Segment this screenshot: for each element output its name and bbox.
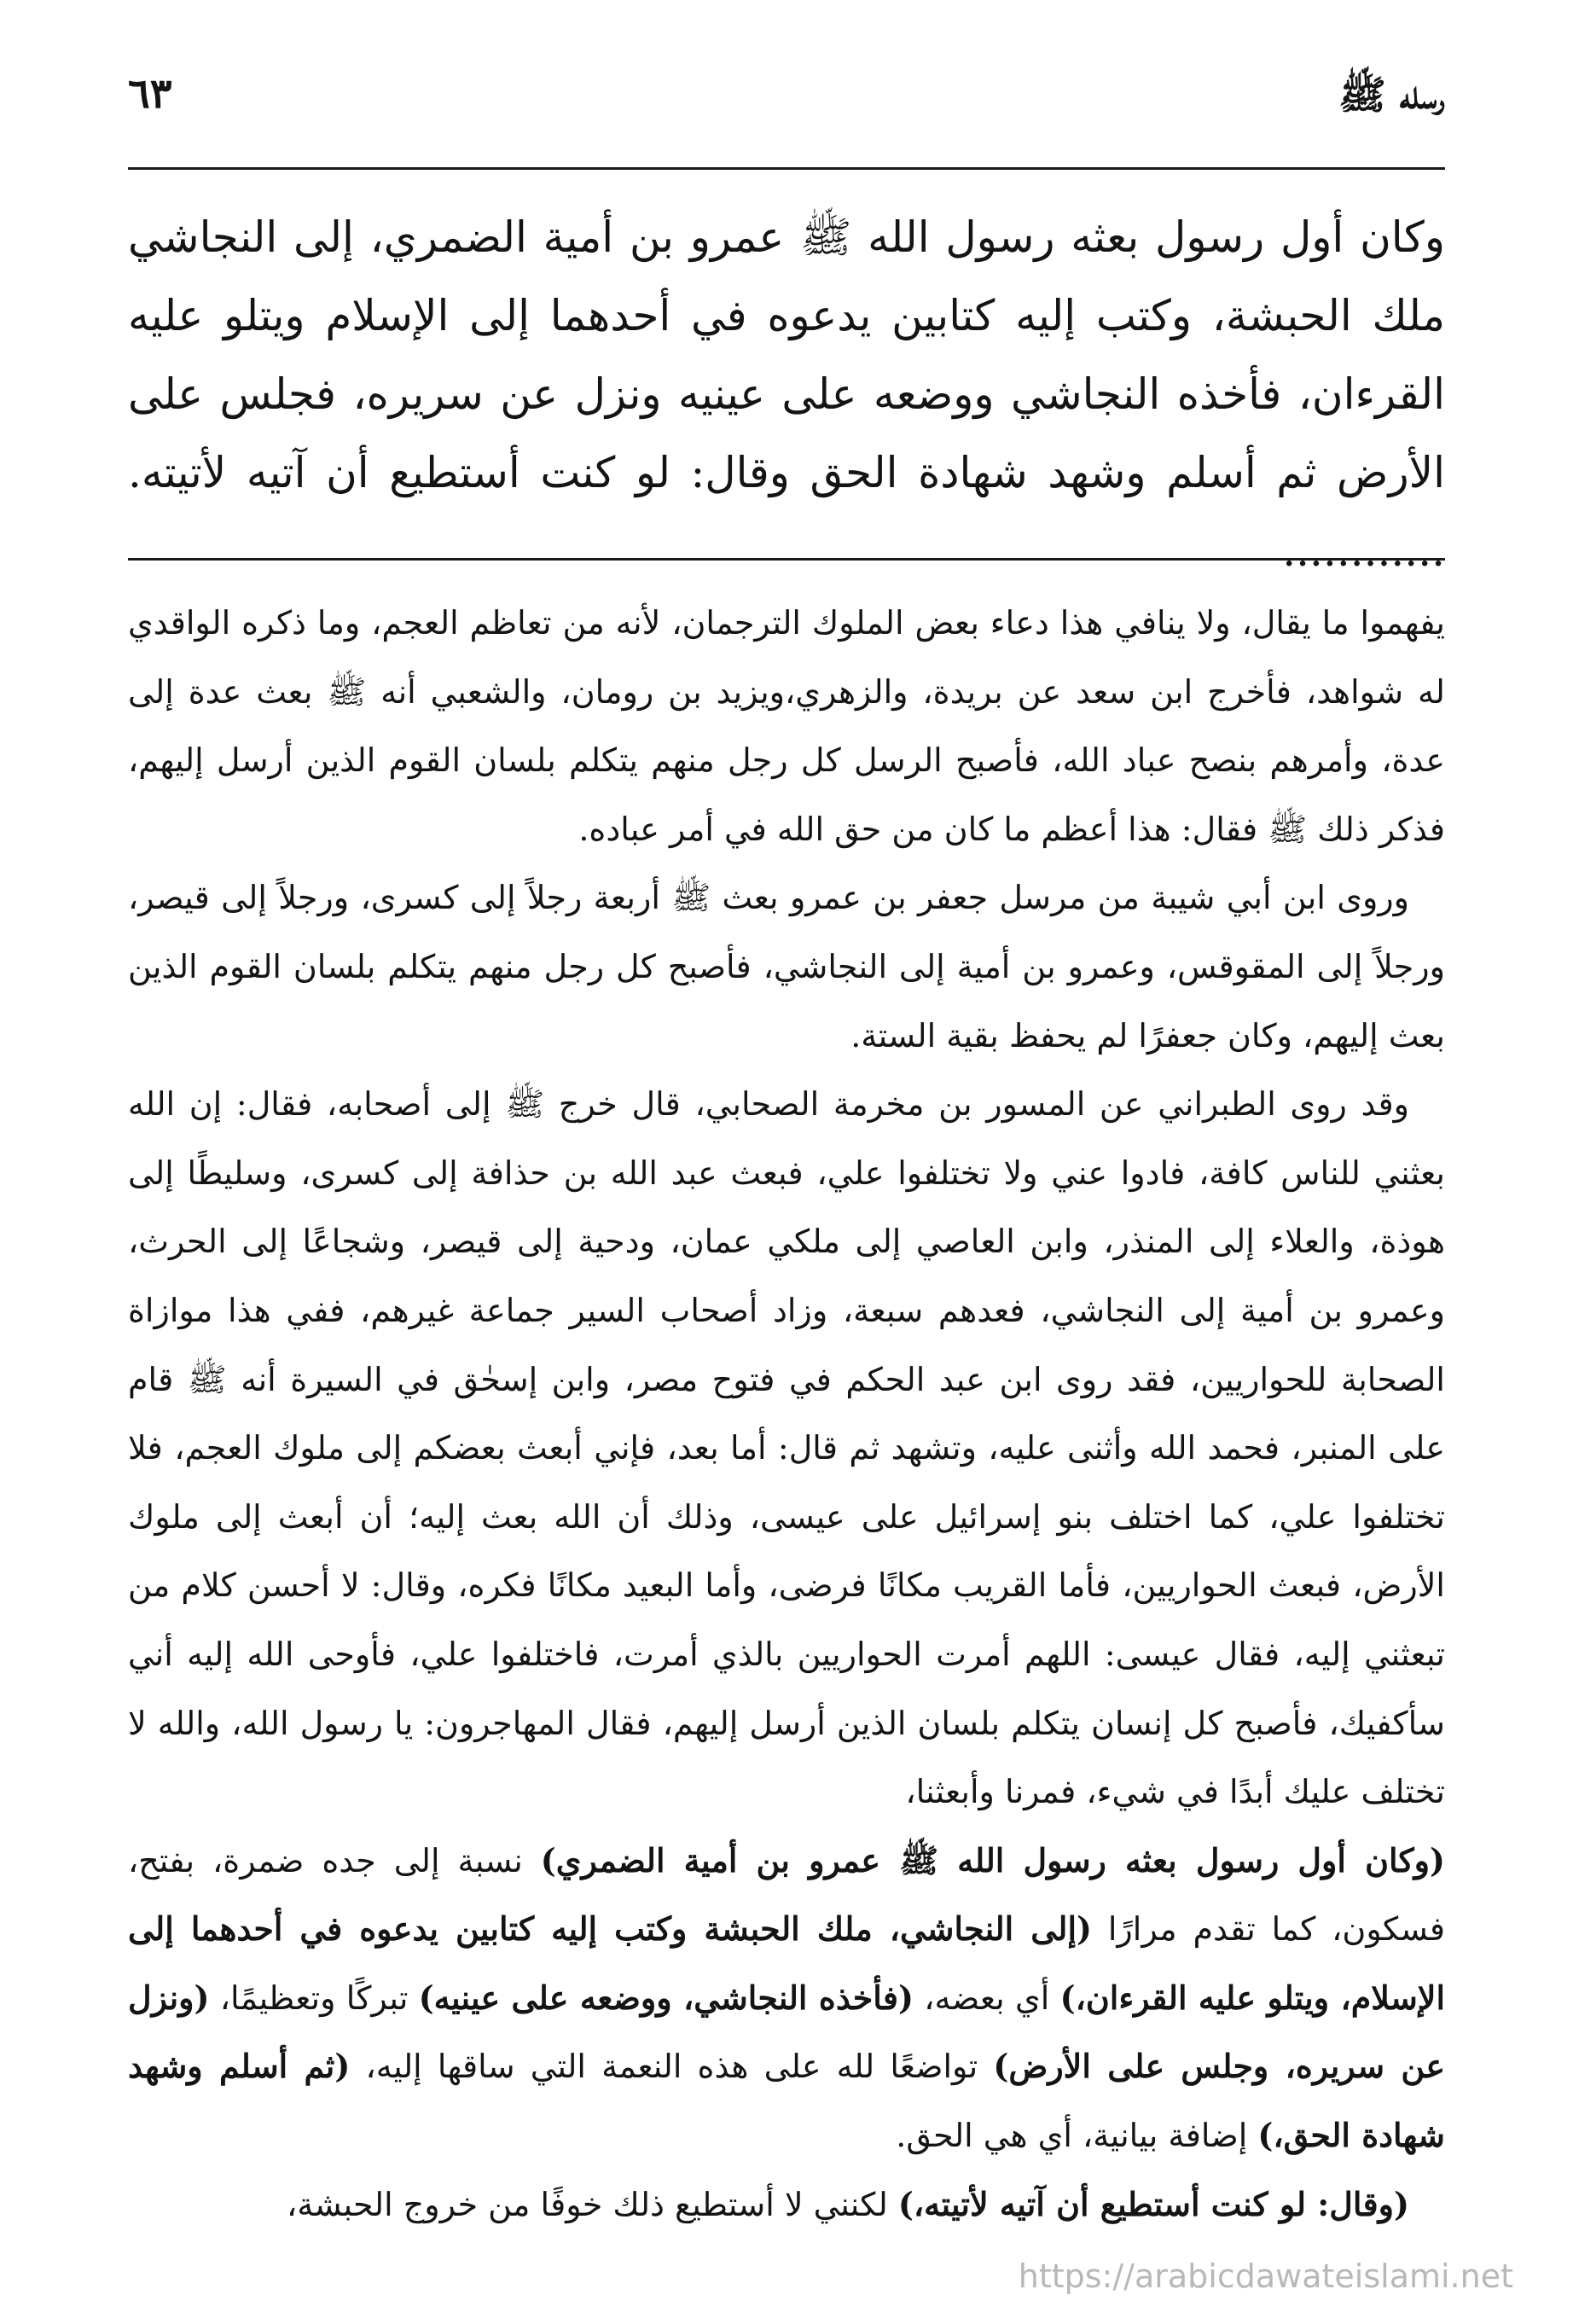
commentary-block (128, 589, 1445, 2239)
running-header-title: رسله ﷺ (1338, 72, 1445, 118)
quoted-matn-2: (إلى النجاشي، ملك الحبشة وكتب إليه كتابين يدعوه في أحدهما إلى الإسلام، ويتلو عليه القرءان،) (128, 1909, 1446, 2017)
commentary-paragraph-4 (128, 1827, 1445, 2170)
commentary-text-4: تواضعًا لله على هذه النعمة التي ساقها إليه، (350, 2048, 994, 2086)
header-divider (128, 167, 1445, 170)
commentary-text-2: أي بعضه، (913, 1978, 1060, 2017)
commentary-paragraph-5 (128, 2170, 1445, 2240)
quoted-matn-5: (ثم أسلم وشهد شهادة الحق،) (128, 2047, 1445, 2155)
quoted-matn-6: (وقال: لو كنت أستطيع أن آتيه لأتيته،) (897, 2184, 1409, 2223)
commentary-divider (128, 558, 1445, 561)
commentary-paragraph-1: يفهموا ما يقال، ولا ينافي هذا دعاء بعض الملوك الترجمان، لأنه من تعاظم العجم، وما ذكره الواقدي له شواهد، فأخرج ابن سعد عن بريدة، والزهري،ويزيد بن رومان، والشعبي أنه ﷺ بعث عدة إلى عدة، وأمرهم بنصح عباد الله، فأصبح الرسل كل رجل منهم يتكلم بلسان القوم الذين أرسل إليهم، فذكر ذلك ﷺ فقال: هذا أعظم ما كان من حق الله في أمر عباده. (128, 604, 1445, 848)
page-number: ٦٣ (128, 70, 172, 118)
source-watermark: https://arabicdawateislami.net (1018, 2257, 1513, 2295)
commentary-text-1: نسبة إلى جده ضمرة، بفتح، فسكون، كما تقدم مرارًا (128, 1841, 1446, 1949)
commentary-text-5: إضافة بيانية، أي هي الحق. (896, 2117, 1258, 2155)
main-text-block: وكان أول رسول بعثه رسول الله ﷺ عمرو بن أمية الضمري، إلى النجاشي ملك الحبشة، وكتب إليه كتابين يدعوه في أحدهما إلى الإسلام ويتلو عليه القرءان، فأخذه النجاشي ووضعه على عينيه ونزل عن سريره، فجلس على الأرض ثم أسلم وشهد شهادة الحق وقال: لو كنت أستطيع أن آتيه لأتيته. ............ (128, 212, 1445, 576)
commentary-text-3: تبركًا وتعظيمًا، (209, 1978, 419, 2017)
commentary-paragraph-2: وروى ابن أبي شيبة من مرسل جعفر بن عمرو بعث ﷺ أربعة رجلاً إلى كسرى، ورجلاً إلى قيصر، ورجلاً إلى المقوقس، وعمرو بن أمية إلى النجاشي، فأصبح كل رجل منهم يتكلم بلسان القوم الذين بعث إليهم، وكان جعفرًا لم يحفظ بقية الستة. (128, 879, 1445, 1055)
commentary-paragraph-3: وقد روى الطبراني عن المسور بن مخرمة الصحابي، قال خرج ﷺ إلى أصحابه، فقال: إن الله بعثني للناس كافة، فادوا عني ولا تختلفوا علي، فبعث عبد الله بن حذافة إلى كسرى، وسليطًا إلى هوذة، والعلاء إلى المنذر، وابن العاصي إلى ملكي عمان، ودحية إلى قيصر، وشجاعًا إلى الحرث، وعمرو بن أمية إلى النجاشي، فعدهم سبعة، وزاد أصحاب السير جماعة غيرهم، ففي هذا موازاة الصحابة للحواريين، فقد روى ابن عبد الحكم في فتوح مصر، وابن إسحٰق في السيرة أنه ﷺ قام على المنبر، فحمد الله وأثنى عليه، وتشهد ثم قال: أما بعد، فإني أبعث بعضكم إلى ملوك العجم، فلا تختلفوا علي، كما اختلف بنو إسرائيل على عيسى، وذلك أن الله بعث إليه؛ أن أبعث إلى ملوك الأرض، فبعث الحواريين، فأما القريب مكانًا فرضى، وأما البعيد مكانًا فكره، وقال: لا أحسن كلام من تبعثني إليه، فقال عيسى: اللهم أمرت الحواريين بالذي أمرت، فاختلفوا علي، فأوحى الله إليه أني سأكفيك، فأصبح كل إنسان يتكلم بلسان الذين أرسل إليهم، فقال المهاجرون: يا رسول الله، والله لا تختلف عليك أبدًا في شيء، فمرنا وأبعثنا، (128, 1085, 1445, 1811)
commentary-text-6: لكنني لا أستطيع ذلك خوفًا من خروج الحبشة، (286, 2185, 898, 2223)
quoted-matn-4: (ونزل عن سريره، وجلس على الأرض) (128, 1978, 1445, 2086)
quoted-matn-3: (فأخذه النجاشي، ووضعه على عينيه) (418, 1978, 914, 2017)
quoted-matn-1: (وكان أول رسول بعثه رسول الله ﷺ عمرو بن أمية الضمري) (540, 1840, 1445, 1880)
